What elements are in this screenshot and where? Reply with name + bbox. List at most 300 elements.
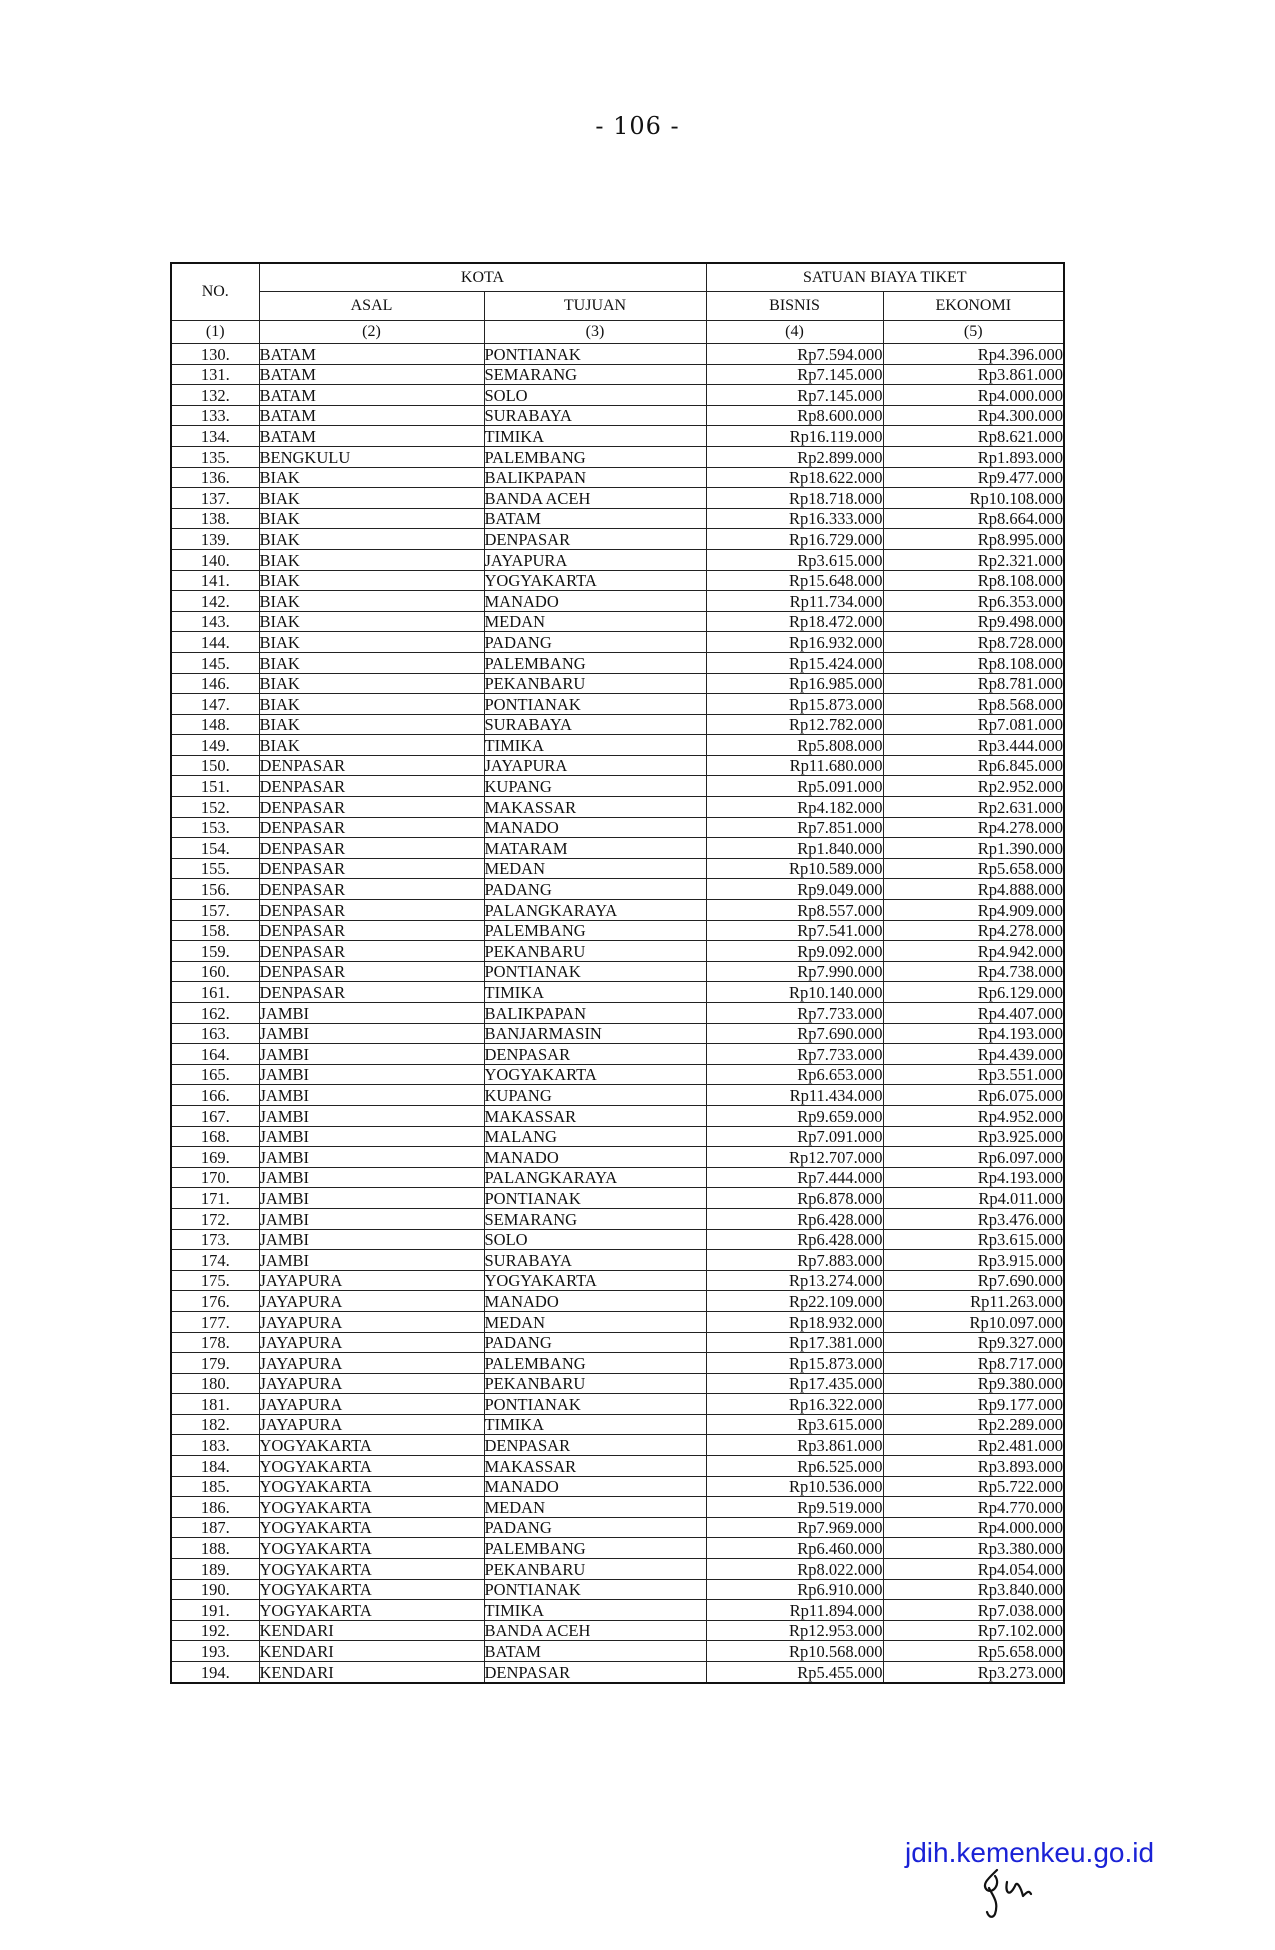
economy-fare: Rp6.845.000 xyxy=(883,755,1064,776)
destination-city: MEDAN xyxy=(484,1497,706,1518)
origin-city: BIAK xyxy=(259,694,484,715)
destination-city: MAKASSAR xyxy=(484,1105,706,1126)
origin-city: DENPASAR xyxy=(259,817,484,838)
destination-city: MANADO xyxy=(484,591,706,612)
row-number: 182. xyxy=(171,1414,259,1435)
destination-city: PADANG xyxy=(484,1517,706,1538)
origin-city: BIAK xyxy=(259,735,484,756)
table-row xyxy=(171,1147,1064,1168)
destination-city: MAKASSAR xyxy=(484,797,706,818)
table-row xyxy=(171,1332,1064,1353)
row-number: 184. xyxy=(171,1456,259,1477)
origin-city: BIAK xyxy=(259,529,484,550)
origin-city: DENPASAR xyxy=(259,797,484,818)
economy-fare: Rp2.631.000 xyxy=(883,797,1064,818)
economy-fare: Rp8.621.000 xyxy=(883,426,1064,447)
origin-city: KENDARI xyxy=(259,1662,484,1683)
business-fare: Rp12.782.000 xyxy=(706,714,883,735)
economy-fare: Rp6.353.000 xyxy=(883,591,1064,612)
economy-fare: Rp7.690.000 xyxy=(883,1270,1064,1291)
destination-city: YOGYAKARTA xyxy=(484,1270,706,1291)
origin-city: KENDARI xyxy=(259,1641,484,1662)
row-number: 178. xyxy=(171,1332,259,1353)
row-number: 169. xyxy=(171,1147,259,1168)
origin-city: YOGYAKARTA xyxy=(259,1579,484,1600)
business-fare: Rp16.119.000 xyxy=(706,426,883,447)
economy-fare: Rp4.278.000 xyxy=(883,920,1064,941)
business-fare: Rp10.140.000 xyxy=(706,982,883,1003)
destination-city: MAKASSAR xyxy=(484,1456,706,1477)
origin-city: JAYAPURA xyxy=(259,1353,484,1374)
table-row xyxy=(171,405,1064,426)
economy-fare: Rp4.888.000 xyxy=(883,879,1064,900)
business-fare: Rp7.733.000 xyxy=(706,1003,883,1024)
economy-fare: Rp4.738.000 xyxy=(883,961,1064,982)
origin-city: JAMBI xyxy=(259,1085,484,1106)
header-ekonomi: EKONOMI xyxy=(883,292,1064,321)
table-row xyxy=(171,879,1064,900)
business-fare: Rp4.182.000 xyxy=(706,797,883,818)
destination-city: PALEMBANG xyxy=(484,920,706,941)
economy-fare: Rp11.263.000 xyxy=(883,1291,1064,1312)
row-number: 145. xyxy=(171,652,259,673)
economy-fare: Rp3.551.000 xyxy=(883,1064,1064,1085)
table-row xyxy=(171,446,1064,467)
economy-fare: Rp3.444.000 xyxy=(883,735,1064,756)
table-row xyxy=(171,694,1064,715)
destination-city: BANJARMASIN xyxy=(484,1023,706,1044)
watermark-link[interactable]: jdih.kemenkeu.go.id xyxy=(905,1837,1155,1868)
origin-city: BIAK xyxy=(259,652,484,673)
origin-city: JAMBI xyxy=(259,1003,484,1024)
table-row xyxy=(171,488,1064,509)
destination-city: PEKANBARU xyxy=(484,1559,706,1580)
table-row xyxy=(171,1270,1064,1291)
table-row xyxy=(171,1064,1064,1085)
table-row xyxy=(171,1476,1064,1497)
origin-city: JAMBI xyxy=(259,1208,484,1229)
destination-city: MANADO xyxy=(484,1147,706,1168)
row-number: 181. xyxy=(171,1394,259,1415)
business-fare: Rp6.428.000 xyxy=(706,1229,883,1250)
destination-city: BATAM xyxy=(484,508,706,529)
table-row xyxy=(171,1538,1064,1559)
destination-city: SOLO xyxy=(484,1229,706,1250)
table-row xyxy=(171,652,1064,673)
row-number: 132. xyxy=(171,385,259,406)
business-fare: Rp7.091.000 xyxy=(706,1126,883,1147)
origin-city: YOGYAKARTA xyxy=(259,1517,484,1538)
table-row xyxy=(171,817,1064,838)
column-number-1: (1) xyxy=(171,321,259,344)
destination-city: PADANG xyxy=(484,1332,706,1353)
business-fare: Rp17.381.000 xyxy=(706,1332,883,1353)
table-row xyxy=(171,1044,1064,1065)
economy-fare: Rp5.658.000 xyxy=(883,1641,1064,1662)
row-number: 150. xyxy=(171,755,259,776)
destination-city: MANADO xyxy=(484,1476,706,1497)
origin-city: BIAK xyxy=(259,488,484,509)
column-number-2: (2) xyxy=(259,321,484,344)
economy-fare: Rp9.380.000 xyxy=(883,1373,1064,1394)
economy-fare: Rp4.000.000 xyxy=(883,385,1064,406)
economy-fare: Rp9.177.000 xyxy=(883,1394,1064,1415)
economy-fare: Rp6.097.000 xyxy=(883,1147,1064,1168)
origin-city: DENPASAR xyxy=(259,838,484,859)
table-row xyxy=(171,529,1064,550)
origin-city: BIAK xyxy=(259,508,484,529)
economy-fare: Rp6.075.000 xyxy=(883,1085,1064,1106)
economy-fare: Rp2.321.000 xyxy=(883,549,1064,570)
destination-city: MEDAN xyxy=(484,858,706,879)
header-kota: KOTA xyxy=(259,263,706,292)
destination-city: TIMIKA xyxy=(484,426,706,447)
business-fare: Rp18.932.000 xyxy=(706,1311,883,1332)
table-row xyxy=(171,673,1064,694)
row-number: 143. xyxy=(171,611,259,632)
destination-city: JAYAPURA xyxy=(484,549,706,570)
table-row xyxy=(171,1456,1064,1477)
origin-city: JAYAPURA xyxy=(259,1394,484,1415)
origin-city: JAMBI xyxy=(259,1064,484,1085)
business-fare: Rp6.525.000 xyxy=(706,1456,883,1477)
destination-city: SURABAYA xyxy=(484,714,706,735)
destination-city: PEKANBARU xyxy=(484,1373,706,1394)
row-number: 162. xyxy=(171,1003,259,1024)
business-fare: Rp16.985.000 xyxy=(706,673,883,694)
business-fare: Rp1.840.000 xyxy=(706,838,883,859)
economy-fare: Rp4.054.000 xyxy=(883,1559,1064,1580)
business-fare: Rp8.022.000 xyxy=(706,1559,883,1580)
business-fare: Rp5.455.000 xyxy=(706,1662,883,1683)
table-row xyxy=(171,1559,1064,1580)
row-number: 179. xyxy=(171,1353,259,1374)
origin-city: BIAK xyxy=(259,549,484,570)
business-fare: Rp7.883.000 xyxy=(706,1250,883,1271)
economy-fare: Rp8.995.000 xyxy=(883,529,1064,550)
business-fare: Rp16.322.000 xyxy=(706,1394,883,1415)
economy-fare: Rp3.840.000 xyxy=(883,1579,1064,1600)
business-fare: Rp12.707.000 xyxy=(706,1147,883,1168)
row-number: 158. xyxy=(171,920,259,941)
table-row xyxy=(171,1003,1064,1024)
economy-fare: Rp10.097.000 xyxy=(883,1311,1064,1332)
economy-fare: Rp3.476.000 xyxy=(883,1208,1064,1229)
business-fare: Rp18.622.000 xyxy=(706,467,883,488)
origin-city: JAYAPURA xyxy=(259,1373,484,1394)
business-fare: Rp9.519.000 xyxy=(706,1497,883,1518)
destination-city: PONTIANAK xyxy=(484,694,706,715)
table-body xyxy=(171,344,1064,1683)
business-fare: Rp7.990.000 xyxy=(706,961,883,982)
table-row xyxy=(171,735,1064,756)
table-row xyxy=(171,632,1064,653)
origin-city: DENPASAR xyxy=(259,776,484,797)
origin-city: JAMBI xyxy=(259,1147,484,1168)
origin-city: BENGKULU xyxy=(259,446,484,467)
economy-fare: Rp9.498.000 xyxy=(883,611,1064,632)
destination-city: PALEMBANG xyxy=(484,446,706,467)
table-row xyxy=(171,570,1064,591)
row-number: 165. xyxy=(171,1064,259,1085)
table-row xyxy=(171,1105,1064,1126)
destination-city: DENPASAR xyxy=(484,1662,706,1683)
business-fare: Rp10.568.000 xyxy=(706,1641,883,1662)
origin-city: YOGYAKARTA xyxy=(259,1559,484,1580)
header-tujuan: TUJUAN xyxy=(484,292,706,321)
destination-city: JAYAPURA xyxy=(484,755,706,776)
row-number: 153. xyxy=(171,817,259,838)
header-satuan-biaya-tiket: SATUAN BIAYA TIKET xyxy=(706,263,1064,292)
table-row xyxy=(171,344,1064,365)
row-number: 177. xyxy=(171,1311,259,1332)
business-fare: Rp3.615.000 xyxy=(706,549,883,570)
destination-city: MEDAN xyxy=(484,1311,706,1332)
header-asal: ASAL xyxy=(259,292,484,321)
origin-city: DENPASAR xyxy=(259,900,484,921)
table-row xyxy=(171,982,1064,1003)
economy-fare: Rp1.893.000 xyxy=(883,446,1064,467)
row-number: 141. xyxy=(171,570,259,591)
economy-fare: Rp10.108.000 xyxy=(883,488,1064,509)
business-fare: Rp7.690.000 xyxy=(706,1023,883,1044)
economy-fare: Rp4.278.000 xyxy=(883,817,1064,838)
row-number: 135. xyxy=(171,446,259,467)
row-number: 166. xyxy=(171,1085,259,1106)
row-number: 136. xyxy=(171,467,259,488)
origin-city: JAYAPURA xyxy=(259,1270,484,1291)
economy-fare: Rp8.664.000 xyxy=(883,508,1064,529)
economy-fare: Rp8.108.000 xyxy=(883,570,1064,591)
table-row xyxy=(171,858,1064,879)
destination-city: PEKANBARU xyxy=(484,673,706,694)
business-fare: Rp13.274.000 xyxy=(706,1270,883,1291)
business-fare: Rp6.910.000 xyxy=(706,1579,883,1600)
business-fare: Rp18.718.000 xyxy=(706,488,883,509)
destination-city: PONTIANAK xyxy=(484,961,706,982)
row-number: 164. xyxy=(171,1044,259,1065)
origin-city: JAMBI xyxy=(259,1167,484,1188)
origin-city: JAYAPURA xyxy=(259,1291,484,1312)
table-row xyxy=(171,508,1064,529)
business-fare: Rp15.424.000 xyxy=(706,652,883,673)
economy-fare: Rp9.477.000 xyxy=(883,467,1064,488)
origin-city: JAMBI xyxy=(259,1126,484,1147)
table-row xyxy=(171,1517,1064,1538)
table-row xyxy=(171,1291,1064,1312)
destination-city: BALIKPAPAN xyxy=(484,1003,706,1024)
table-row xyxy=(171,920,1064,941)
row-number: 154. xyxy=(171,838,259,859)
economy-fare: Rp4.439.000 xyxy=(883,1044,1064,1065)
business-fare: Rp6.428.000 xyxy=(706,1208,883,1229)
row-number: 151. xyxy=(171,776,259,797)
destination-city: BANDA ACEH xyxy=(484,1620,706,1641)
economy-fare: Rp8.568.000 xyxy=(883,694,1064,715)
destination-city: BATAM xyxy=(484,1641,706,1662)
economy-fare: Rp2.952.000 xyxy=(883,776,1064,797)
row-number: 146. xyxy=(171,673,259,694)
table-row xyxy=(171,1662,1064,1683)
table-row xyxy=(171,1353,1064,1374)
economy-fare: Rp8.108.000 xyxy=(883,652,1064,673)
origin-city: BIAK xyxy=(259,591,484,612)
destination-city: PONTIANAK xyxy=(484,1188,706,1209)
destination-city: MATARAM xyxy=(484,838,706,859)
business-fare: Rp2.899.000 xyxy=(706,446,883,467)
origin-city: BIAK xyxy=(259,467,484,488)
row-number: 190. xyxy=(171,1579,259,1600)
destination-city: PADANG xyxy=(484,879,706,900)
origin-city: JAMBI xyxy=(259,1044,484,1065)
row-number: 147. xyxy=(171,694,259,715)
economy-fare: Rp4.193.000 xyxy=(883,1167,1064,1188)
origin-city: BIAK xyxy=(259,632,484,653)
table-row xyxy=(171,611,1064,632)
destination-city: DENPASAR xyxy=(484,529,706,550)
table-row xyxy=(171,1373,1064,1394)
destination-city: SEMARANG xyxy=(484,364,706,385)
row-number: 157. xyxy=(171,900,259,921)
economy-fare: Rp3.915.000 xyxy=(883,1250,1064,1271)
business-fare: Rp8.600.000 xyxy=(706,405,883,426)
economy-fare: Rp4.407.000 xyxy=(883,1003,1064,1024)
destination-city: MALANG xyxy=(484,1126,706,1147)
economy-fare: Rp8.717.000 xyxy=(883,1353,1064,1374)
business-fare: Rp17.435.000 xyxy=(706,1373,883,1394)
origin-city: JAYAPURA xyxy=(259,1414,484,1435)
origin-city: JAMBI xyxy=(259,1229,484,1250)
table-row xyxy=(171,1023,1064,1044)
table-row xyxy=(171,1641,1064,1662)
economy-fare: Rp5.658.000 xyxy=(883,858,1064,879)
origin-city: YOGYAKARTA xyxy=(259,1476,484,1497)
table-row xyxy=(171,900,1064,921)
origin-city: BIAK xyxy=(259,611,484,632)
table-row xyxy=(171,1394,1064,1415)
destination-city: SOLO xyxy=(484,385,706,406)
ticket-cost-table xyxy=(170,262,1065,1684)
table-row xyxy=(171,591,1064,612)
business-fare: Rp7.851.000 xyxy=(706,817,883,838)
row-number: 161. xyxy=(171,982,259,1003)
table-row xyxy=(171,1497,1064,1518)
business-fare: Rp10.536.000 xyxy=(706,1476,883,1497)
row-number: 194. xyxy=(171,1662,259,1683)
destination-city: PADANG xyxy=(484,632,706,653)
origin-city: DENPASAR xyxy=(259,982,484,1003)
business-fare: Rp16.333.000 xyxy=(706,508,883,529)
destination-city: PONTIANAK xyxy=(484,344,706,365)
table-row xyxy=(171,1126,1064,1147)
table-row xyxy=(171,1620,1064,1641)
table-row xyxy=(171,467,1064,488)
economy-fare: Rp3.615.000 xyxy=(883,1229,1064,1250)
destination-city: TIMIKA xyxy=(484,735,706,756)
row-number: 193. xyxy=(171,1641,259,1662)
origin-city: BATAM xyxy=(259,405,484,426)
destination-city: SURABAYA xyxy=(484,405,706,426)
origin-city: YOGYAKARTA xyxy=(259,1600,484,1621)
row-number: 172. xyxy=(171,1208,259,1229)
origin-city: DENPASAR xyxy=(259,941,484,962)
table-row xyxy=(171,385,1064,406)
business-fare: Rp9.049.000 xyxy=(706,879,883,900)
origin-city: YOGYAKARTA xyxy=(259,1497,484,1518)
origin-city: JAMBI xyxy=(259,1250,484,1271)
table-row xyxy=(171,364,1064,385)
economy-fare: Rp3.380.000 xyxy=(883,1538,1064,1559)
business-fare: Rp6.460.000 xyxy=(706,1538,883,1559)
economy-fare: Rp2.289.000 xyxy=(883,1414,1064,1435)
destination-city: DENPASAR xyxy=(484,1435,706,1456)
economy-fare: Rp9.327.000 xyxy=(883,1332,1064,1353)
economy-fare: Rp3.273.000 xyxy=(883,1662,1064,1683)
business-fare: Rp3.861.000 xyxy=(706,1435,883,1456)
table-row xyxy=(171,426,1064,447)
table-row xyxy=(171,1435,1064,1456)
row-number: 140. xyxy=(171,549,259,570)
destination-city: SURABAYA xyxy=(484,1250,706,1271)
row-number: 138. xyxy=(171,508,259,529)
origin-city: JAMBI xyxy=(259,1188,484,1209)
economy-fare: Rp4.011.000 xyxy=(883,1188,1064,1209)
origin-city: KENDARI xyxy=(259,1620,484,1641)
business-fare: Rp9.659.000 xyxy=(706,1105,883,1126)
origin-city: DENPASAR xyxy=(259,755,484,776)
row-number: 149. xyxy=(171,735,259,756)
economy-fare: Rp7.038.000 xyxy=(883,1600,1064,1621)
destination-city: PONTIANAK xyxy=(484,1579,706,1600)
destination-city: KUPANG xyxy=(484,1085,706,1106)
table-row xyxy=(171,1208,1064,1229)
row-number: 173. xyxy=(171,1229,259,1250)
table-row xyxy=(171,838,1064,859)
origin-city: BIAK xyxy=(259,570,484,591)
economy-fare: Rp4.909.000 xyxy=(883,900,1064,921)
table-row xyxy=(171,1085,1064,1106)
business-fare: Rp16.932.000 xyxy=(706,632,883,653)
business-fare: Rp9.092.000 xyxy=(706,941,883,962)
economy-fare: Rp5.722.000 xyxy=(883,1476,1064,1497)
destination-city: KUPANG xyxy=(484,776,706,797)
row-number: 180. xyxy=(171,1373,259,1394)
destination-city: PALANGKARAYA xyxy=(484,1167,706,1188)
destination-city: MANADO xyxy=(484,1291,706,1312)
business-fare: Rp11.734.000 xyxy=(706,591,883,612)
table-row xyxy=(171,1167,1064,1188)
row-number: 133. xyxy=(171,405,259,426)
table-row xyxy=(171,1600,1064,1621)
row-number: 163. xyxy=(171,1023,259,1044)
row-number: 188. xyxy=(171,1538,259,1559)
business-fare: Rp11.680.000 xyxy=(706,755,883,776)
origin-city: BATAM xyxy=(259,364,484,385)
destination-city: YOGYAKARTA xyxy=(484,570,706,591)
business-fare: Rp15.873.000 xyxy=(706,694,883,715)
business-fare: Rp7.969.000 xyxy=(706,1517,883,1538)
table-row xyxy=(171,755,1064,776)
business-fare: Rp16.729.000 xyxy=(706,529,883,550)
business-fare: Rp11.894.000 xyxy=(706,1600,883,1621)
row-number: 137. xyxy=(171,488,259,509)
economy-fare: Rp2.481.000 xyxy=(883,1435,1064,1456)
row-number: 171. xyxy=(171,1188,259,1209)
header-bisnis: BISNIS xyxy=(706,292,883,321)
economy-fare: Rp3.861.000 xyxy=(883,364,1064,385)
table-row xyxy=(171,714,1064,735)
row-number: 186. xyxy=(171,1497,259,1518)
